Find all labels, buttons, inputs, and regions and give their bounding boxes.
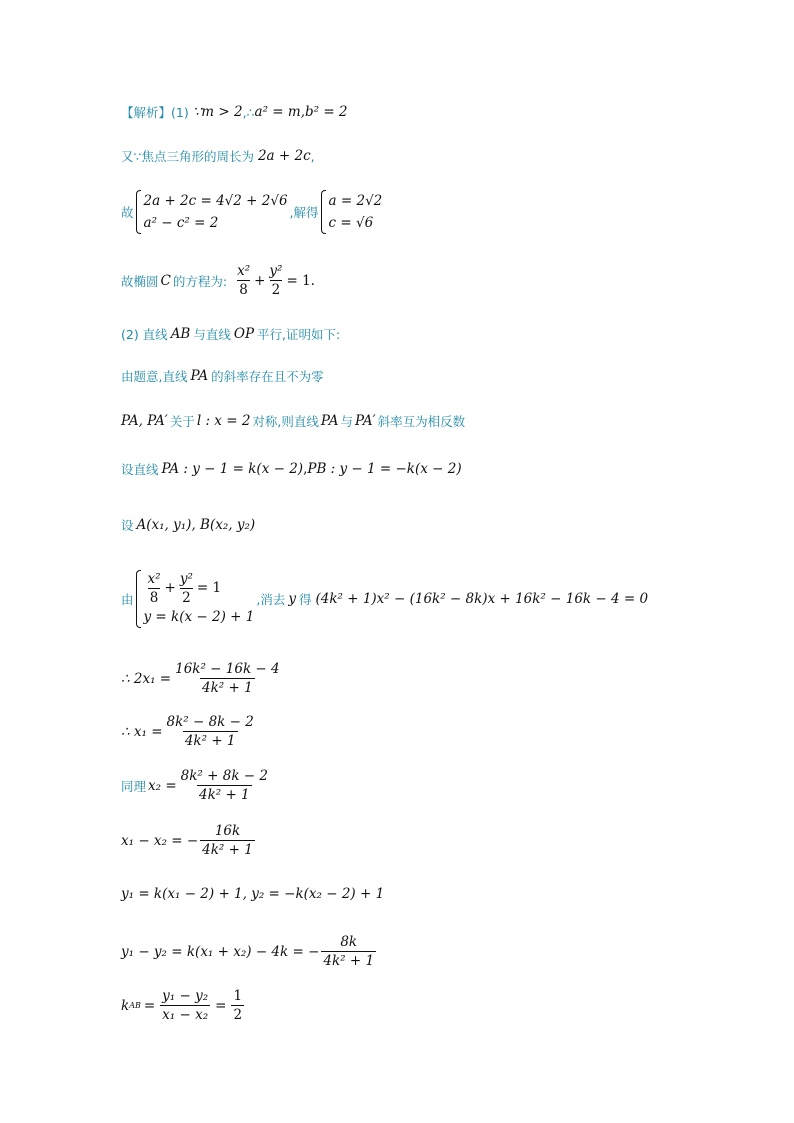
equals: = — [143, 997, 156, 1014]
solve-text: ,解得 — [289, 205, 319, 220]
frac-num: x² — [147, 570, 161, 587]
frac — [321, 934, 376, 969]
comma: , — [303, 461, 308, 477]
var-y: y — [288, 591, 296, 607]
analysis-heading: 【解析】(1) — [121, 105, 189, 120]
frac-num: x² — [237, 263, 251, 279]
frac-den: 4k² + 1 — [202, 842, 253, 858]
equation-2: a² − c² = 2 — [143, 215, 219, 231]
line-4 — [121, 263, 315, 298]
frac — [173, 661, 282, 696]
frac-den: 2 — [182, 589, 191, 606]
pa-equation: PA : y − 1 = k(x − 2) — [161, 461, 304, 477]
frac-den: x₁ − x₂ — [162, 1007, 209, 1023]
frac-den: 8 — [149, 589, 159, 606]
line-pa: PA — [190, 368, 209, 384]
line-2 — [121, 147, 315, 165]
equals-one: = 1 — [196, 580, 222, 596]
line-7 — [121, 412, 465, 430]
line-3 — [121, 190, 384, 234]
line-ab: AB — [170, 326, 191, 342]
frac-num: y₁ − y₂ — [162, 988, 209, 1004]
pb-equation: PB : y − 1 = −k(x − 2) — [307, 461, 462, 477]
line-12 — [121, 714, 258, 749]
slope-k: k — [121, 997, 130, 1014]
line-8 — [121, 460, 462, 478]
equation-1: 2a + 2c = 4√2 + 2√6 — [143, 193, 288, 209]
system-brace — [136, 190, 288, 234]
frac-den: 4k² + 1 — [202, 680, 253, 696]
plus: + — [254, 272, 266, 289]
plus: + — [164, 580, 176, 596]
and-text: 与 — [340, 414, 353, 429]
therefore-gu: 故 — [121, 205, 134, 220]
frac-num: 1 — [233, 988, 243, 1004]
frac — [179, 768, 270, 803]
frac-x — [235, 263, 252, 298]
frac-num: y² — [269, 263, 283, 279]
let-line-text: 设直线 — [121, 462, 159, 477]
frac-num: 8k — [340, 934, 358, 950]
frac — [200, 823, 255, 858]
line-equation: y = k(x − 2) + 1 — [143, 609, 255, 625]
therefore-text: ,∴ — [242, 104, 255, 120]
frac — [160, 988, 210, 1023]
frac-x — [146, 571, 163, 606]
x1-lhs: ∴ x₁ = — [121, 723, 163, 740]
frac-den: 8 — [239, 282, 248, 298]
solution-c: c = √6 — [328, 215, 374, 231]
diff-x-lhs: x₁ − x₂ = − — [121, 832, 199, 849]
line-pa: PA — [320, 413, 339, 429]
line-16 — [121, 934, 378, 969]
perimeter-expr: 2a + 2c — [257, 148, 311, 164]
slope-subscript: AB — [129, 1001, 141, 1010]
parallel-text: 平行,证明如下: — [257, 327, 341, 342]
line-14 — [121, 823, 257, 858]
from-text: 由 — [121, 592, 134, 607]
system-brace-2 — [136, 570, 255, 628]
line-pa-prime: PA′ — [355, 413, 376, 429]
frac-y — [267, 263, 284, 298]
perimeter-text: 又∵焦点三角形的周长为 — [121, 149, 254, 164]
line-13 — [121, 768, 272, 803]
symmetry-line: l : x = 2 — [196, 413, 251, 429]
ellipse-row — [144, 570, 255, 606]
frac — [165, 714, 256, 749]
eliminate-text: ,消去 — [256, 592, 286, 607]
ellipse-text: 故椭圆 — [121, 273, 159, 289]
frac-y — [178, 571, 195, 606]
line-11 — [121, 661, 284, 696]
frac-den: 2 — [233, 1007, 243, 1023]
a-squared: a² = m — [254, 104, 301, 120]
line-10 — [121, 570, 648, 628]
slope-exists-text: 的斜率存在且不为零 — [211, 369, 324, 384]
line-6 — [121, 367, 324, 385]
about-text: 关于 — [169, 414, 195, 429]
frac-den: 4k² + 1 — [184, 733, 236, 749]
points-ab: A(x₁, y₁), B(x₂, y₂) — [136, 517, 256, 533]
frac-num: y² — [179, 570, 193, 587]
let-points-text: 设 — [121, 518, 134, 533]
b-squared: ,b² = 2 — [300, 104, 348, 120]
solution-brace — [321, 190, 383, 234]
frac-den: 2 — [271, 282, 281, 298]
line-9 — [121, 516, 255, 534]
frac-den: 4k² + 1 — [198, 787, 250, 803]
diff-y-lhs: y₁ − y₂ = k(x₁ + x₂) − 4k = − — [121, 943, 320, 960]
equals: = — [215, 997, 227, 1014]
line-1 — [121, 103, 348, 121]
slope-text: 由题意,直线 — [121, 369, 188, 384]
part2-text: (2) 直线 — [121, 327, 168, 342]
quadratic-result: (4k² + 1)x² − (16k² − 8k)x + 16k² − 16k − 4 = 0 — [315, 591, 649, 607]
get-text: 得 — [298, 592, 312, 607]
frac-num: 16k² − 16k − 4 — [175, 661, 280, 677]
pa-pair: PA, PA′ — [121, 413, 168, 429]
frac-num: 8k² + 8k − 2 — [180, 768, 268, 784]
equals-one: = 1. — [286, 272, 315, 289]
sum-lhs: ∴ 2x₁ = — [121, 670, 172, 687]
y-expressions: y₁ = k(x₁ − 2) + 1, y₂ = −k(x₂ − 2) + 1 — [121, 886, 385, 902]
similarly-text: 同理 — [121, 778, 147, 794]
line-17 — [121, 988, 246, 1023]
frac-den: 4k² + 1 — [323, 953, 375, 969]
frac-num: 16k — [214, 823, 241, 839]
with-line-text: 与直线 — [193, 327, 231, 342]
frac-num: 8k² − 8k − 2 — [166, 714, 254, 730]
line-5 — [121, 325, 340, 343]
condition-m: ∵m > 2 — [192, 104, 243, 120]
line-15 — [121, 886, 384, 902]
comma: , — [310, 148, 315, 164]
frac-half — [231, 988, 244, 1023]
solution-a: a = 2√2 — [328, 193, 383, 209]
x2-lhs: x₂ = — [148, 777, 177, 794]
equation-text: 的方程为: — [172, 273, 228, 289]
line-op: OP — [233, 326, 255, 342]
opposite-slope-text: 斜率互为相反数 — [377, 414, 466, 429]
symmetric-text: 对称,则直线 — [252, 414, 319, 429]
ellipse-name: C — [160, 272, 171, 289]
